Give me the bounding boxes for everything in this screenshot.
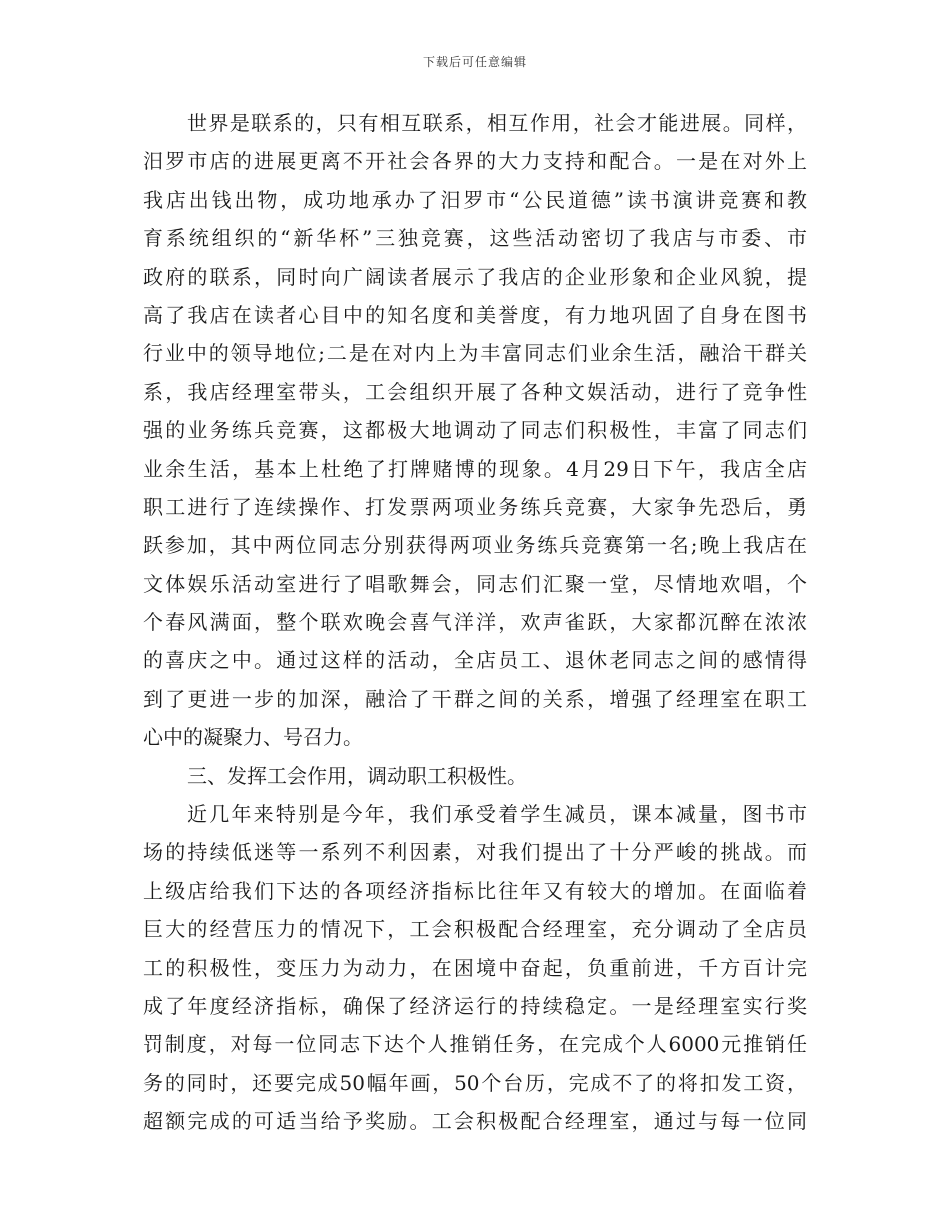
text-line: 超额完成的可适当给予奖励。工会积极配合经理室，通过与每一位同	[143, 1109, 807, 1134]
text-line: 上级店给我们下达的各项经济指标比往年又有较大的增加。在面临着	[143, 878, 807, 903]
paragraph	[143, 795, 807, 1141]
text-line: 近几年来特别是今年，我们承受着学生减员，课本减量，图书市	[187, 802, 807, 827]
text-line: 政府的联系，同时向广阔读者展示了我店的企业形象和企业风貌，提	[143, 264, 807, 289]
text-line: 成了年度经济指标，确保了经济运行的持续稳定。一是经理室实行奖	[143, 993, 807, 1018]
text-line: 文体娱乐活动室进行了唱歌舞会，同志们汇聚一堂，尽情地欢唱，个	[143, 571, 807, 596]
text-line: 职工进行了连续操作、打发票两项业务练兵竞赛，大家争先恐后，勇	[143, 494, 807, 519]
text-line: 汨罗市店的进展更离不开社会各界的大力支持和配合。一是在对外上	[143, 149, 807, 174]
text-line: 罚制度，对每一位同志下达个人推销任务，在完成个人6000元推销任	[143, 1032, 807, 1057]
text-line: 工的积极性，变压力为动力，在困境中奋起，负重前进，千方百计完	[143, 955, 807, 980]
paragraph	[143, 104, 807, 757]
text-line: 跃参加，其中两位同志分别获得两项业务练兵竞赛第一名;晚上我店在	[143, 533, 807, 558]
page-header: 下载后可任意编辑	[422, 55, 527, 69]
text-line: 务的同时，还要完成50幅年画，50个台历，完成不了的将扣发工资，	[143, 1070, 807, 1095]
text-line: 我店出钱出物，成功地承办了汨罗市“公民道德”读书演讲竞赛和教	[143, 187, 807, 212]
text-line: 行业中的领导地位;二是在对内上为丰富同志们业余生活，融洽干群关	[143, 341, 807, 366]
text-line: 育系统组织的“新华杯”三独竞赛，这些活动密切了我店与市委、市	[143, 226, 807, 251]
text-line: 系，我店经理室带头，工会组织开展了各种文娱活动，进行了竞争性	[143, 379, 807, 404]
paragraph	[143, 757, 807, 795]
text-line: 个春风满面，整个联欢晚会喜气洋洋，欢声雀跃，大家都沉醉在浓浓	[143, 610, 807, 635]
text-line: 的喜庆之中。通过这样的活动，全店员工、退休老同志之间的感情得	[143, 648, 807, 673]
text-line: 场的持续低迷等一系列不利因素，对我们提出了十分严峻的挑战。而	[143, 840, 807, 865]
text-line: 心中的凝聚力、号召力。	[143, 725, 363, 750]
text-line: 高了我店在读者心目中的知名度和美誉度，有力地巩固了自身在图书	[143, 302, 807, 327]
text-line: 强的业务练兵竞赛，这都极大地调动了同志们积极性，丰富了同志们	[143, 418, 807, 443]
document-body	[143, 104, 807, 1141]
text-line: 到了更进一步的加深，融洽了干群之间的关系，增强了经理室在职工	[143, 686, 807, 711]
text-line: 巨大的经营压力的情况下，工会积极配合经理室，充分调动了全店员	[143, 917, 807, 942]
text-line: 三、发挥工会作用，调动职工积极性。	[187, 763, 527, 788]
text-line: 业余生活，基本上杜绝了打牌赌博的现象。4月29日下午，我店全店	[143, 456, 807, 481]
text-line: 世界是联系的，只有相互联系，相互作用，社会才能进展。同样，	[187, 111, 807, 135]
